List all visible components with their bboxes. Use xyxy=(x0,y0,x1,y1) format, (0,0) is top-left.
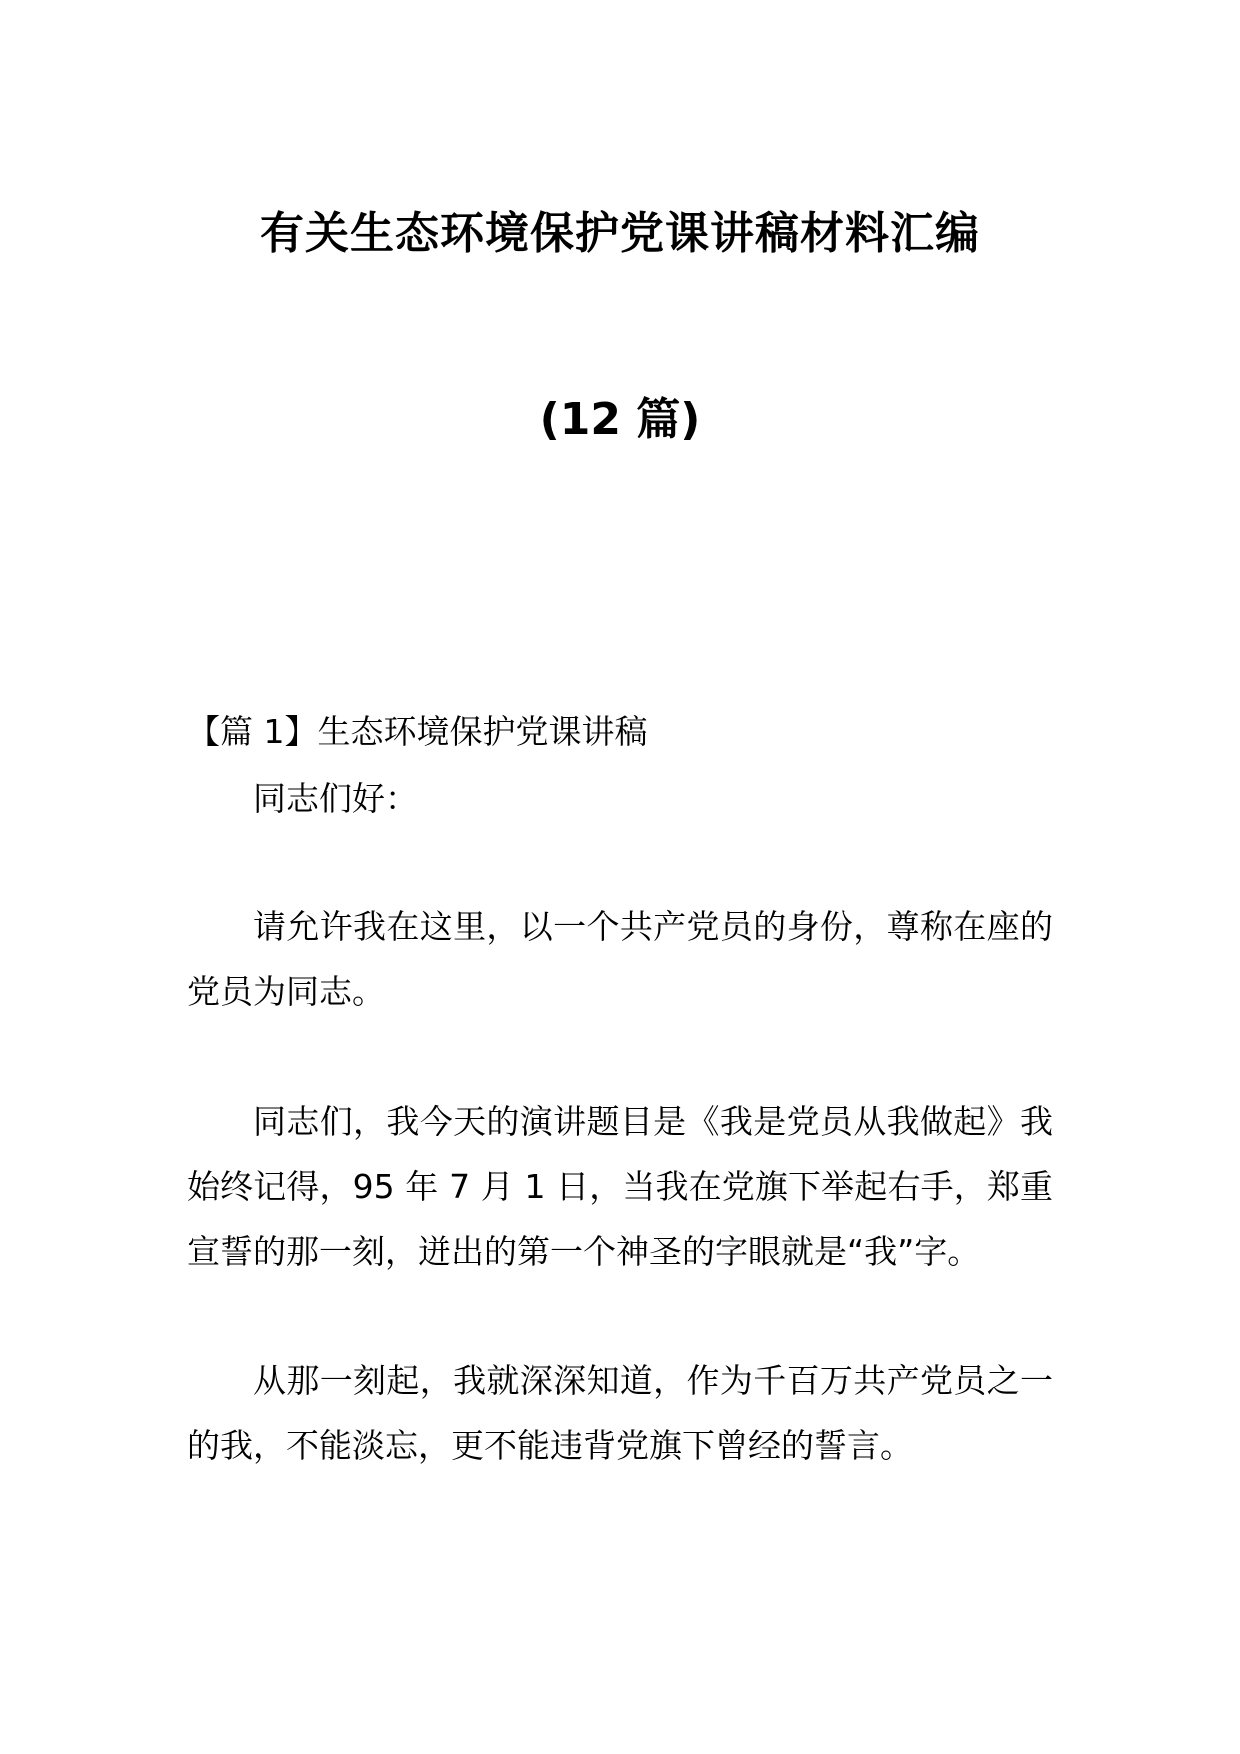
paragraph-greeting: 同志们好： xyxy=(253,779,418,818)
paragraph: 请允许我在这里，以一个共产党员的身份，尊称在座的党员为同志。 xyxy=(187,907,1053,1011)
document-title: 有关生态环境保护党课讲稿材料汇编 xyxy=(260,208,980,259)
section-heading: 【篇 1】生态环境保护党课讲稿 xyxy=(187,712,648,751)
paragraph: 从那一刻起，我就深深知道，作为千百万共产党员之一的我，不能淡忘，更不能违背党旗下曾经的誓言。 xyxy=(187,1361,1053,1465)
paragraph: 同志们，我今天的演讲题目是《我是党员从我做起》我始终记得，95 年 7 月 1 日，当我在党旗下举起右手，郑重宣誓的那一刻，迸出的第一个神圣的字眼就是“我”字。 xyxy=(187,1102,1053,1271)
document-subtitle: (12 篇) xyxy=(539,394,701,445)
